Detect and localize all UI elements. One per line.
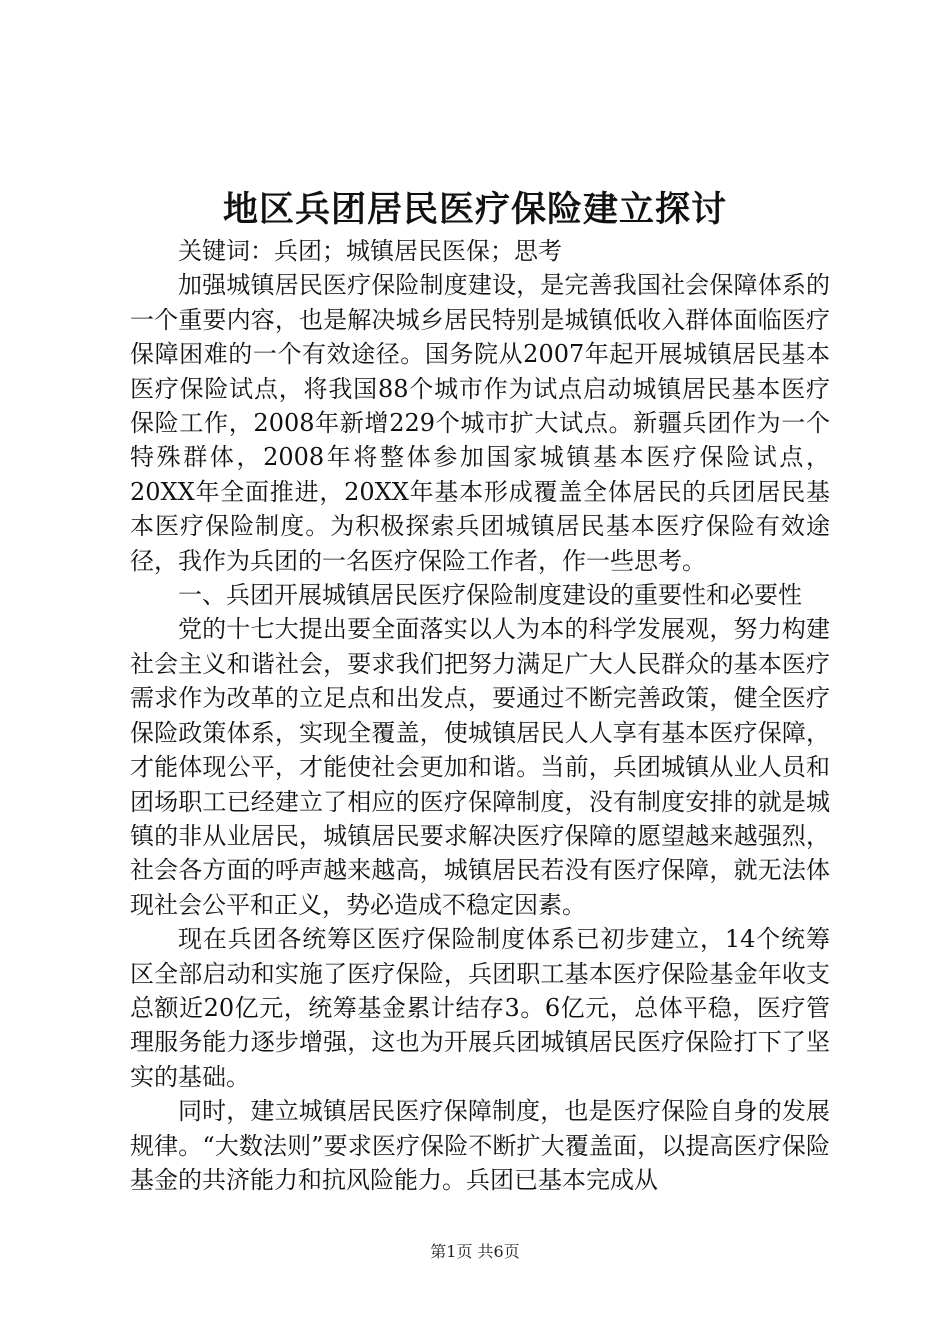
document-title: 地区兵团居民医疗保险建立探讨 — [222, 189, 727, 230]
paragraph-intro: 加强城镇居民医疗保险制度建设，是完善我国社会保障体系的一个重要内容，也是解决城乡居民特别是城镇低收入群体面临医疗保障困难的一个有效途径。国务院从2007年起开展城镇居民基本医疗保险试点，将我国88个城市作为试点启动城镇居民基本医疗保险工作，2008年新增229个城市扩大试点。新疆兵团作为一个特殊群体，2008年将整体参加国家城镇基本医疗保险试点，20XX年全面推进，20XX年基本形成覆盖全体居民的兵团居民基本医疗保险制度。为积极探索兵团城镇居民基本医疗保险有效途径，我作为兵团的一名医疗保险工作者，作一些思考。 — [130, 271, 830, 575]
section-heading-1: 一、兵团开展城镇居民医疗保险制度建设的重要性和必要性 — [178, 581, 802, 610]
keywords-line: 关键词：兵团；城镇居民医保；思考 — [178, 237, 562, 265]
paragraph-development: 同时，建立城镇居民医疗保障制度，也是医疗保险自身的发展规律。“大数法则”要求医疗保险不断扩大覆盖面，以提高医疗保险基金的共济能力和抗风险能力。兵团已基本完成从 — [130, 1097, 830, 1194]
paragraph-foundation: 现在兵团各统筹区医疗保险制度体系已初步建立，14个统筹区全部启动和实施了医疗保险，兵团职工基本医疗保险基金年收支总额近20亿元，统筹基金累计结存3。6亿元，总体平稳，医疗管理服务能力逐步增强，这也为开展兵团城镇居民医疗保险打下了坚实的基础。 — [130, 925, 830, 1091]
page-number-footer: 第1页 共6页 — [430, 1242, 520, 1261]
paragraph-importance: 党的十七大提出要全面落实以人为本的科学发展观，努力构建社会主义和谐社会，要求我们把努力满足广大人民群众的基本医疗需求作为改革的立足点和出发点，要通过不断完善政策，健全医疗保险政策体系，实现全覆盖，使城镇居民人人享有基本医疗保障，才能体现公平，才能使社会更加和谐。当前，兵团城镇从业人员和团场职工已经建立了相应的医疗保障制度，没有制度安排的就是城镇的非从业居民，城镇居民要求解决医疗保障的愿望越来越强烈，社会各方面的呼声越来越高，城镇居民若没有医疗保障，就无法体现社会公平和正义，势必造成不稳定因素。 — [130, 615, 830, 919]
document-body — [130, 234, 830, 1197]
